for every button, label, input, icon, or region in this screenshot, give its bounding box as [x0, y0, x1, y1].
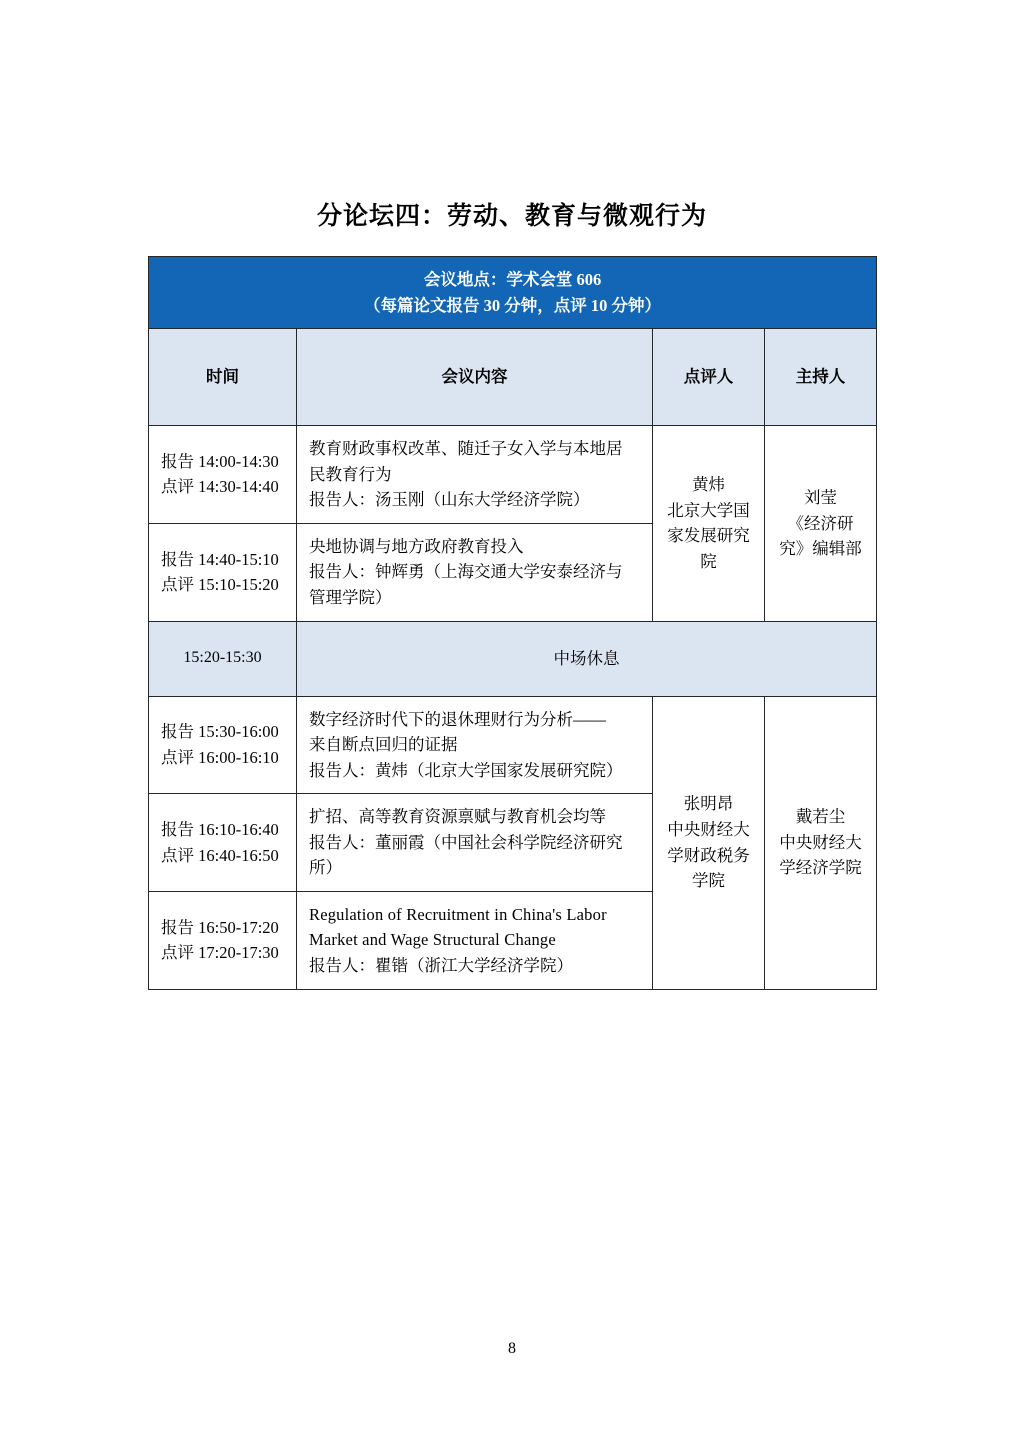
discussant-affiliation-line: 学院 [692, 871, 725, 891]
page-title: 分论坛四：劳动、教育与微观行为 [316, 203, 707, 230]
paper-title-line: 民教育行为 [309, 464, 392, 484]
session-content [297, 523, 653, 621]
discussant-name: 黄炜 [692, 475, 725, 495]
chair-cell [765, 426, 877, 621]
column-header-discussant: 点评人 [653, 329, 765, 426]
banner-location: 会议地点：学术会堂 606 [423, 270, 602, 289]
presenter-line: 报告人：董丽霞（中国社会科学院经济研究 [309, 832, 623, 852]
chair-cell [765, 696, 877, 989]
session-discussion-time: 点评 17:20-17:30 [161, 943, 279, 963]
session-time [149, 523, 297, 621]
paper-title-line: 扩招、高等教育资源禀赋与教育机会均等 [309, 807, 606, 827]
session-content [297, 696, 653, 794]
paper-title-line: 来自断点回归的证据 [309, 735, 458, 755]
discussant-affiliation-line: 中央财经大 [667, 819, 750, 839]
column-header-chair: 主持人 [765, 329, 877, 426]
paper-title-line: 数字经济时代下的退休理财行为分析—— [309, 709, 606, 729]
session-content [297, 794, 653, 892]
presenter-line: 报告人：钟辉勇（上海交通大学安泰经济与 [309, 562, 623, 582]
session-time [149, 891, 297, 989]
paper-title-line: 教育财政事权改革、随迁子女入学与本地居 [309, 439, 623, 459]
session-time [149, 696, 297, 794]
banner-cell [149, 257, 877, 329]
session-time [149, 426, 297, 524]
session-report-time: 报告 14:40-15:10 [161, 549, 279, 569]
session-schedule-table [148, 256, 877, 990]
presenter-line: 报告人：汤玉刚（山东大学经济学院） [309, 490, 590, 510]
table-banner-row [149, 257, 877, 329]
table-row [149, 696, 877, 794]
chair-affiliation-line: 中央财经大 [779, 832, 862, 852]
session-report-time: 报告 14:00-14:30 [161, 451, 279, 471]
table-row [149, 426, 877, 524]
chair-name: 戴若尘 [795, 807, 846, 827]
discussant-affiliation-line: 家发展研究 [667, 526, 750, 546]
session-discussion-time: 点评 16:40-16:50 [161, 845, 279, 865]
paper-title-line: Market and Wage Structural Change [309, 930, 556, 950]
session-discussion-time: 点评 16:00-16:10 [161, 747, 279, 767]
session-report-time: 报告 16:10-16:40 [161, 819, 279, 839]
session-report-time: 报告 16:50-17:20 [161, 917, 279, 937]
banner-rules: （每篇论文报告 30 分钟，点评 10 分钟） [364, 295, 661, 315]
chair-affiliation-line: 《经济研 [787, 513, 854, 533]
page-number: 8 [508, 1340, 516, 1357]
session-time [149, 794, 297, 892]
session-report-time: 报告 15:30-16:00 [161, 722, 279, 742]
session-discussion-time: 点评 14:30-14:40 [161, 477, 279, 497]
discussant-affiliation-line: 北京大学国 [667, 500, 750, 520]
presenter-line: 报告人：黄炜（北京大学国家发展研究院） [309, 760, 623, 780]
discussant-name: 张明昂 [683, 794, 734, 814]
column-header-time: 时间 [149, 329, 297, 426]
discussant-cell [653, 426, 765, 621]
column-header-content: 会议内容 [297, 329, 653, 426]
chair-affiliation-line: 究》编辑部 [779, 539, 862, 559]
session-content [297, 426, 653, 524]
break-time: 15:20-15:30 [149, 621, 297, 696]
break-label: 中场休息 [297, 621, 877, 696]
discussant-affiliation-line: 学财政税务 [667, 845, 750, 865]
discussant-affiliation-line: 院 [700, 551, 717, 571]
discussant-cell [653, 696, 765, 989]
session-content [297, 891, 653, 989]
presenter-line: 所） [309, 858, 342, 878]
session-discussion-time: 点评 15:10-15:20 [161, 575, 279, 595]
chair-affiliation-line: 学经济学院 [779, 858, 862, 878]
paper-title-line: Regulation of Recruitment in China's Labor [309, 904, 607, 924]
paper-title-line: 央地协调与地方政府教育投入 [309, 536, 524, 556]
table-header-row [149, 329, 877, 426]
chair-name: 刘莹 [804, 487, 837, 507]
break-row [149, 621, 877, 696]
presenter-line: 报告人：瞿锴（浙江大学经济学院） [309, 956, 573, 975]
presenter-line: 管理学院） [309, 587, 392, 607]
